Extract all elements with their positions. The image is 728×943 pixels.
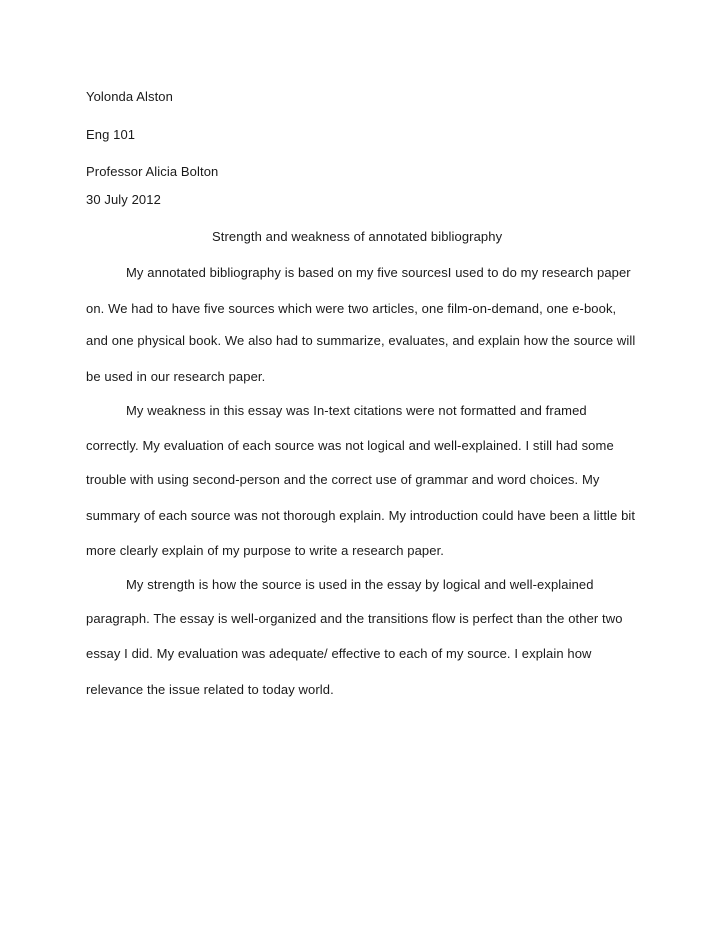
paragraph-1-line-2: on. We had to have five sources which were two articles, one film-on-demand, one e-book, xyxy=(86,301,617,316)
essay-date: 30 July 2012 xyxy=(86,192,161,207)
paragraph-3-line-4: relevance the issue related to today world. xyxy=(86,682,334,697)
paragraph-3-line-2: paragraph. The essay is well-organized and the transitions flow is perfect than the other two xyxy=(86,611,623,626)
paragraph-1-line-4: be used in our research paper. xyxy=(86,369,266,384)
paragraph-1-line-1: My annotated bibliography is based on my five sourcesI used to do my research paper xyxy=(126,265,631,280)
essay-title: Strength and weakness of annotated bibliography xyxy=(212,229,503,244)
paragraph-3-line-3: essay I did. My evaluation was adequate/ effective to each of my source. I explain how xyxy=(86,646,592,661)
paragraph-2-line-1: My weakness in this essay was In-text citations were not formatted and framed xyxy=(126,403,587,418)
paragraph-2-line-3: trouble with using second-person and the correct use of grammar and word choices. My xyxy=(86,472,600,487)
paragraph-2-line-5: more clearly explain of my purpose to write a research paper. xyxy=(86,543,444,558)
paragraph-2-line-2: correctly. My evaluation of each source was not logical and well-explained. I still had some xyxy=(86,438,614,453)
paragraph-1-line-3: and one physical book. We also had to summarize, evaluates, and explain how the source will xyxy=(86,333,636,348)
course-name: Eng 101 xyxy=(86,127,136,142)
author-name: Yolonda Alston xyxy=(86,89,173,104)
paragraph-2-line-4: summary of each source was not thorough explain. My introduction could have been a little bit xyxy=(86,508,636,523)
paragraph-3-line-1: My strength is how the source is used in the essay by logical and well-explained xyxy=(126,577,594,592)
professor-name: Professor Alicia Bolton xyxy=(86,164,219,179)
